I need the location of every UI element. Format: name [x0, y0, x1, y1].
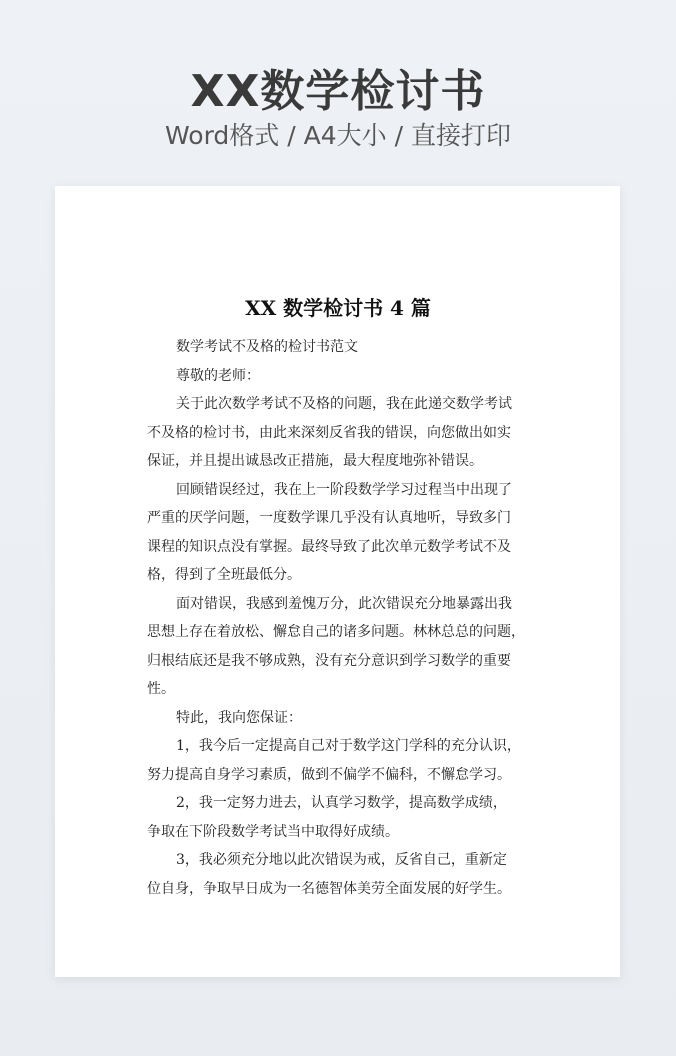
doc-line: 严重的厌学问题，一度数学课几乎没有认真地听，导致多门 — [147, 510, 511, 526]
doc-line: 面对错误，我感到羞愧万分，此次错误充分地暴露出我 — [176, 596, 512, 612]
page-title: XX数学检讨书 — [190, 66, 486, 117]
doc-line: 思想上存在着放松、懈怠自己的诸多问题。林林总总的问题， — [147, 624, 525, 640]
doc-line: 争取在下阶段数学考试当中取得好成绩。 — [147, 824, 399, 840]
doc-line: 回顾错误经过，我在上一阶段数学学习过程当中出现了 — [176, 482, 512, 498]
page-subtitle: Word格式 / A4大小 / 直接打印 — [165, 121, 511, 150]
doc-line: 1，我今后一定提高自己对于数学这门学科的充分认识， — [176, 738, 521, 754]
doc-line: 位自身，争取早日成为一名德智体美劳全面发展的好学生。 — [147, 881, 511, 897]
doc-line: 保证，并且提出诚恳改正措施，最大程度地弥补错误。 — [147, 453, 483, 469]
doc-line: 努力提高自身学习素质，做到不偏学不偏科，不懈怠学习。 — [147, 767, 511, 783]
doc-line: 归根结底还是我不够成熟，没有充分意识到学习数学的重要 — [147, 653, 511, 669]
doc-line: 2，我一定努力进去，认真学习数学，提高数学成绩， — [176, 795, 507, 811]
doc-line: 特此，我向您保证： — [176, 710, 302, 726]
doc-line: 数学考试不及格的检讨书范文 — [176, 339, 358, 355]
doc-line: 尊敬的老师： — [176, 368, 260, 384]
document-title: XX 数学检讨书 4 篇 — [245, 296, 431, 320]
doc-line: 不及格的检讨书，由此来深刻反省我的错误，向您做出如实 — [147, 425, 511, 441]
doc-line: 关于此次数学考试不及格的问题，我在此递交数学考试 — [176, 396, 512, 412]
doc-line: 课程的知识点没有掌握。最终导致了此次单元数学考试不及 — [147, 539, 511, 555]
doc-line: 3，我必须充分地以此次错误为戒，反省自己，重新定 — [176, 852, 507, 868]
doc-line: 格，得到了全班最低分。 — [147, 567, 301, 583]
doc-line: 性。 — [147, 681, 175, 697]
